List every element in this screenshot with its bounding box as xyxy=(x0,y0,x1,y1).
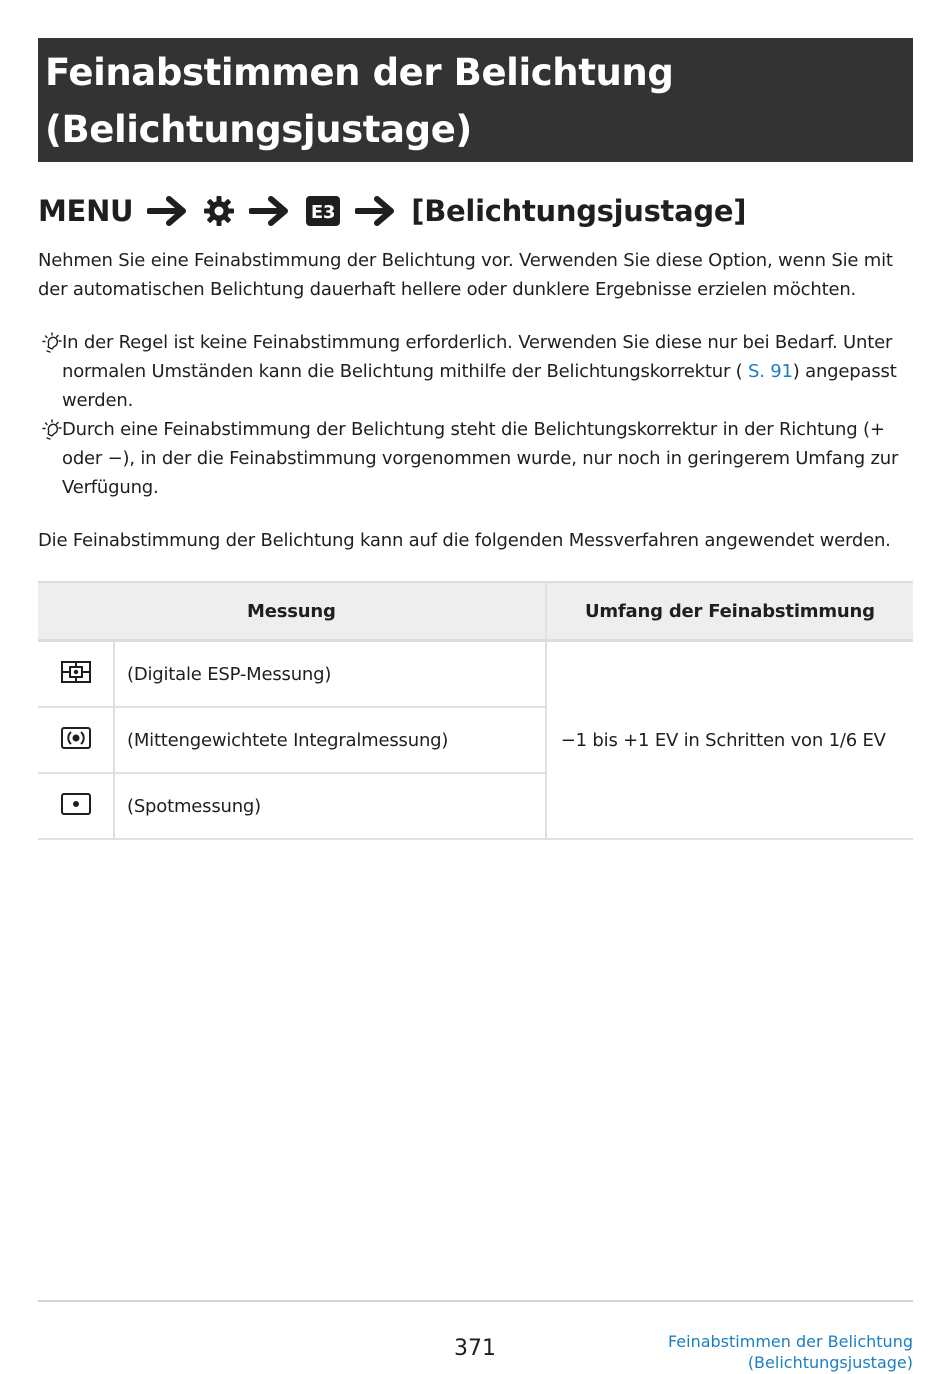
tip-bulb-icon xyxy=(40,419,62,450)
gear-icon xyxy=(203,195,235,227)
footer-section-line-1: Feinabstimmen der Belichtung xyxy=(667,1332,913,1351)
center-weighted-metering-icon xyxy=(38,707,114,773)
footer-section-line-2: (Belichtungsjustage) xyxy=(747,1353,913,1372)
arrow-right-icon xyxy=(355,196,397,226)
menu-target: [Belichtungsjustage] xyxy=(411,194,747,228)
footer-section-link[interactable] xyxy=(668,1331,913,1373)
note-2-text: Durch eine Feinabstimmung der Belichtung steht die Belichtungskorrektur in der Richtung (+ oder −), in der die Feinabstimmung vorgenommen wurde, nur noch in geringerem Umfang zur Verfügung. xyxy=(62,419,899,498)
note-1-text: In der Regel ist keine Feinabstimmung erforderlich. Verwenden Sie diese nur bei Bedarf. Unter normalen Umständen kann die Belichtung mithilfe der Belichtungskorrektur ( xyxy=(62,332,893,382)
page-title-bar xyxy=(38,38,913,162)
intro-paragraph: Nehmen Sie eine Feinabstimmung der Belichtung vor. Verwenden Sie diese Option, wenn Sie mit der automatischen Belichtung dauerhaft hellere oder dunklere Ergebnisse erzielen möchten. xyxy=(38,250,893,300)
header-umfang: Umfang der Feinabstimmung xyxy=(546,582,913,641)
menu-label: MENU xyxy=(38,194,134,228)
page-title-line-2: (Belichtungsjustage) xyxy=(45,108,472,151)
header-messung: Messung xyxy=(38,582,546,641)
table-header-row xyxy=(38,582,913,641)
page-link-91[interactable]: S. 91 xyxy=(742,361,793,382)
e3-tab-label: E3 xyxy=(311,202,336,223)
tip-bulb-icon xyxy=(40,332,62,363)
footer-divider xyxy=(38,1300,913,1302)
arrow-right-icon xyxy=(147,196,189,226)
esp-metering-icon xyxy=(38,641,114,708)
spot-metering-icon xyxy=(38,773,114,839)
arrow-right-icon xyxy=(249,196,291,226)
note-1 xyxy=(38,328,908,415)
row-label: (Spotmessung) xyxy=(114,773,546,839)
note-1-text-end: ) angepasst werden. xyxy=(62,361,897,411)
note-2 xyxy=(38,415,908,502)
e3-tab-icon xyxy=(305,195,341,227)
row-label: (Digitale ESP-Messung) xyxy=(114,641,546,708)
page-title-line-1: Feinabstimmen der Belichtung xyxy=(45,51,674,94)
range-cell: −1 bis +1 EV in Schritten von 1/6 EV xyxy=(546,641,913,840)
menu-path xyxy=(38,189,746,233)
table-row xyxy=(38,641,913,708)
page-number: 371 xyxy=(454,1336,496,1361)
metering-table xyxy=(38,581,913,840)
row-label: (Mittengewichtete Integralmessung) xyxy=(114,707,546,773)
table-intro: Die Feinabstimmung der Belichtung kann auf die folgenden Messverfahren angewendet werden. xyxy=(38,530,891,551)
